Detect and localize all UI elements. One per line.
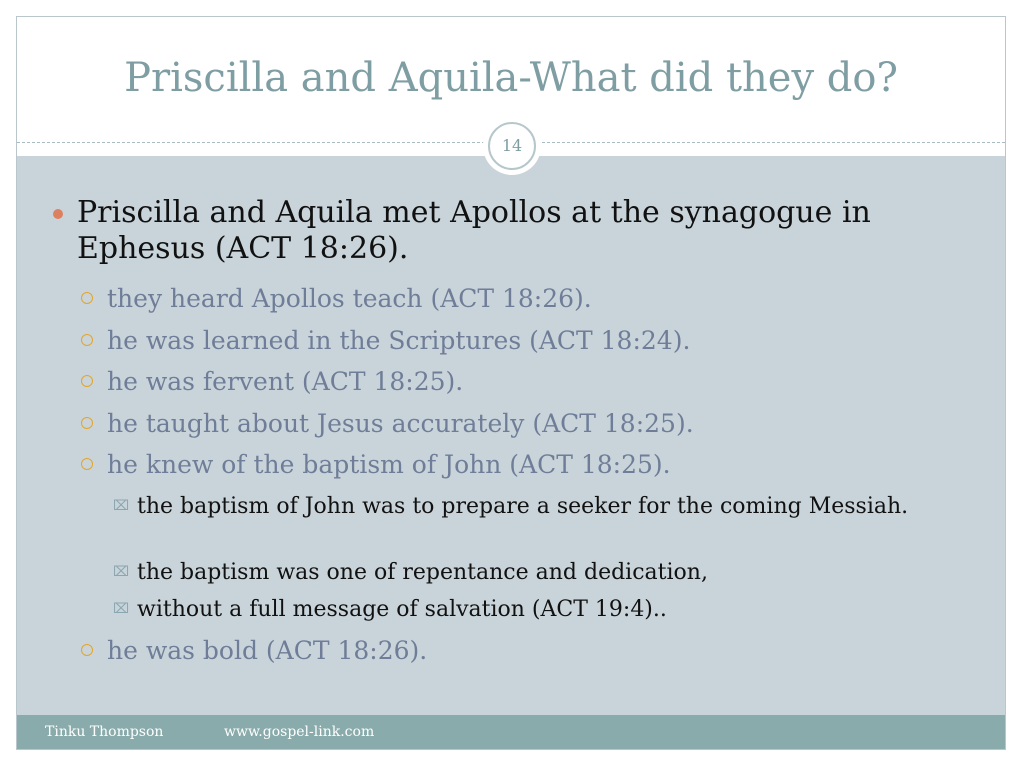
bullet-level2 [107,284,967,314]
footer-website: www.gospel-link.com [224,724,375,740]
footer [17,715,1005,749]
bullet-level2 [107,636,967,666]
filled-circle-icon [53,209,63,219]
x-mark-icon: ⌧ [113,601,130,617]
slide-title: Priscilla and Aquila-What did they do? [124,55,898,101]
bullet-level3 [113,492,917,522]
hollow-circle-icon [81,417,93,429]
bullet-level3-text: without a full message of salvation (ACT 19:4).. [137,597,667,622]
content-area [17,156,1005,716]
hollow-circle-icon [81,292,93,304]
bullet-level2-text: he knew of the baptism of John (ACT 18:25). [107,450,671,479]
bullet-level2 [107,326,967,356]
hollow-circle-icon [81,458,93,470]
footer-author: Tinku Thompson [45,724,164,740]
slide-number-badge [483,117,541,175]
slide-number: 14 [488,122,536,170]
bullet-level2-text: he taught about Jesus accurately (ACT 18:25). [107,409,694,438]
bullet-level2-text: he was learned in the Scriptures (ACT 18:24). [107,326,691,355]
bullet-level3-text: the baptism was one of repentance and dedication, [137,560,708,585]
x-mark-icon: ⌧ [113,498,130,514]
bullet-level2-text: he was fervent (ACT 18:25). [107,367,464,396]
bullet-level2 [107,450,967,480]
bullet-level2-text: they heard Apollos teach (ACT 18:26). [107,284,592,313]
x-mark-icon: ⌧ [113,564,130,580]
bullet-level2 [107,367,967,397]
bullet-level3 [113,558,917,588]
slide [16,16,1006,750]
bullet-level3 [113,595,917,625]
bullet-level3-text: the baptism of John was to prepare a seeker for the coming Messiah. [137,494,909,519]
bullet-level1 [77,195,977,267]
hollow-circle-icon [81,375,93,387]
bullet-level2 [107,409,967,439]
bullet-level1-text: Priscilla and Aquila met Apollos at the synagogue in Ephesus (ACT 18:26). [77,195,871,266]
bullet-level2-text: he was bold (ACT 18:26). [107,636,428,665]
hollow-circle-icon [81,334,93,346]
hollow-circle-icon [81,644,93,656]
